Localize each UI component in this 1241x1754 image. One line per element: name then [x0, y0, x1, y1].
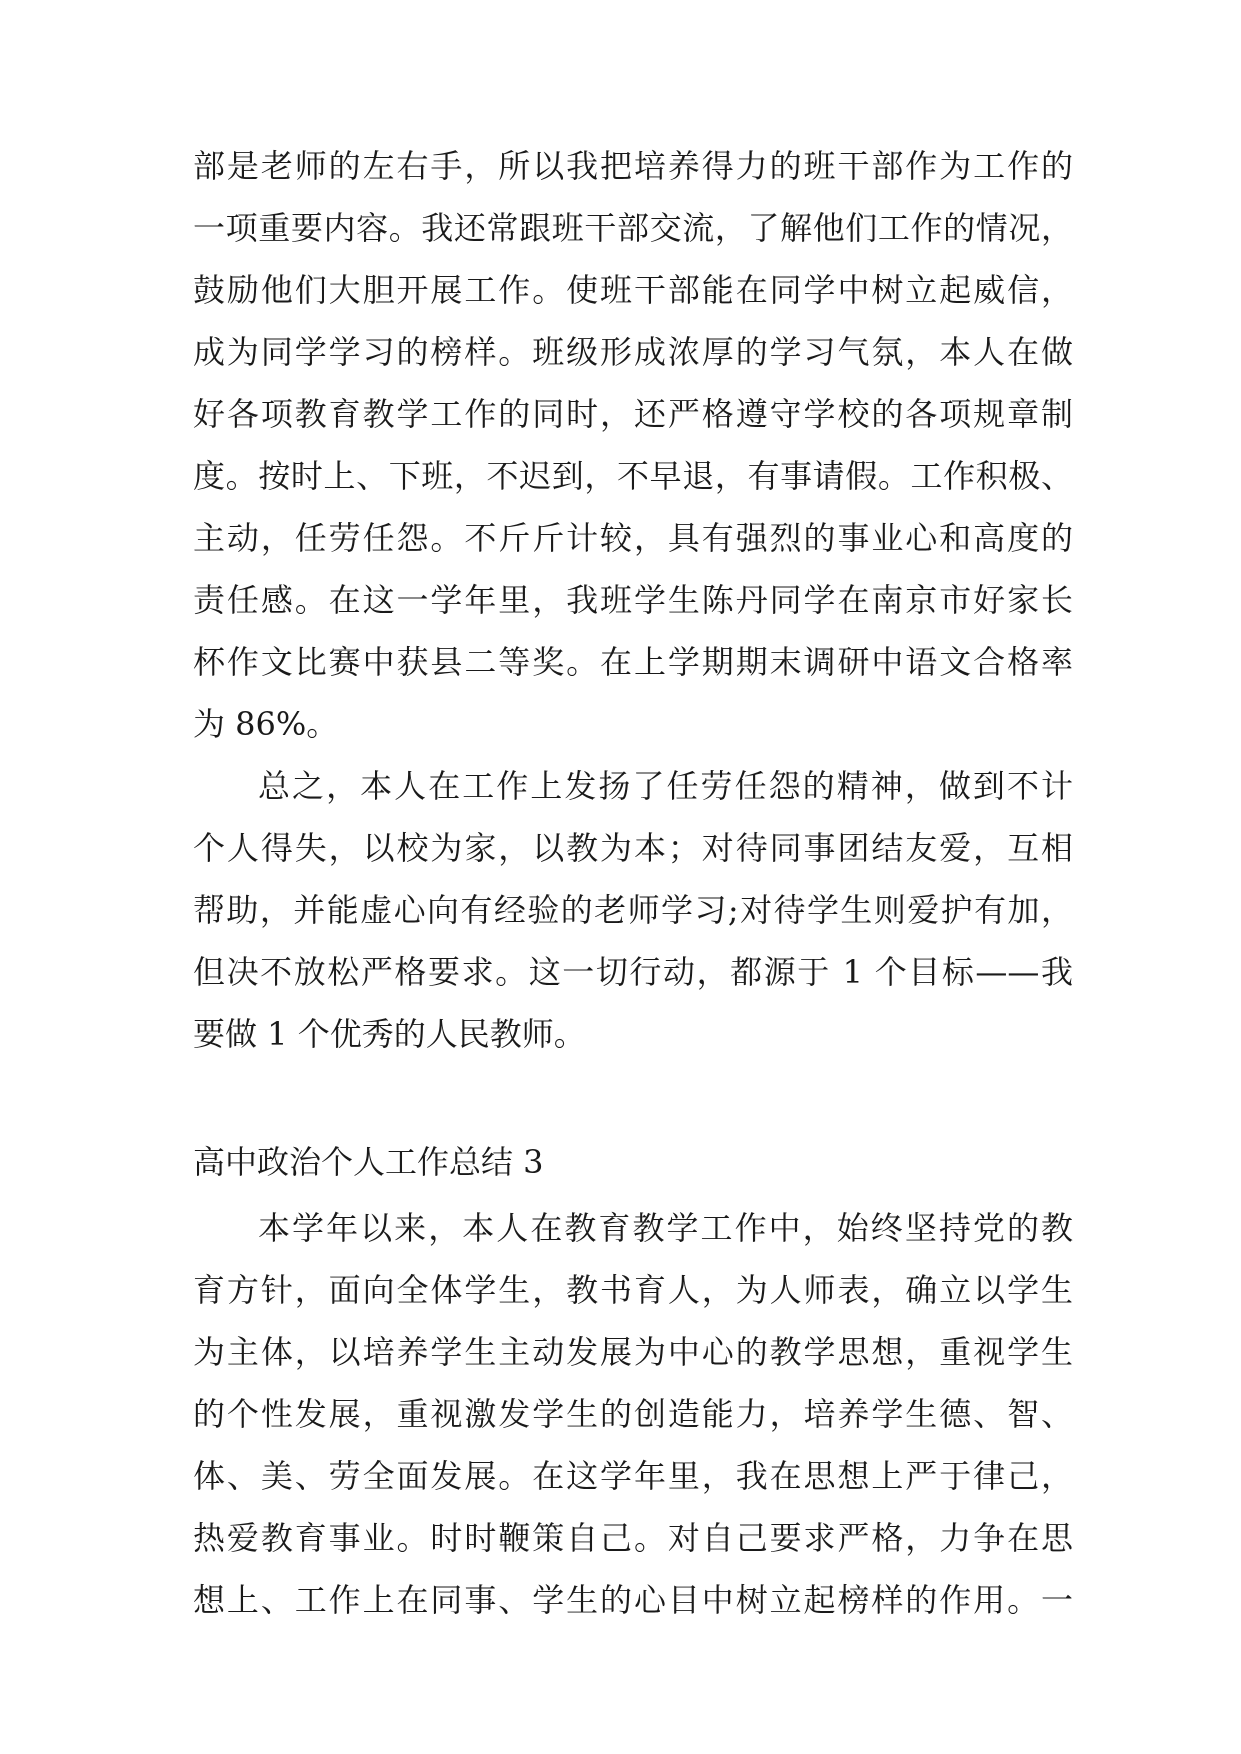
paragraph-line: 一项重要内容。我还常跟班干部交流，了解他们工作的情况， [193, 209, 1073, 247]
paragraph-line: 为主体，以培养学生主动发展为中心的教学思想，重视学生 [193, 1333, 1073, 1371]
paragraph-line: 总之，本人在工作上发扬了任劳任怨的精神，做到不计 [258, 767, 1073, 805]
paragraph-line: 成为同学学习的榜样。班级形成浓厚的学习气氛，本人在做 [193, 333, 1073, 371]
section-title: 高中政治个人工作总结 3 [193, 1143, 544, 1181]
paragraph-line: 热爱教育事业。时时鞭策自己。对自己要求严格，力争在思 [193, 1519, 1073, 1557]
paragraph-line: 体、美、劳全面发展。在这学年里，我在思想上严于律己， [193, 1457, 1073, 1495]
paragraph-line: 想上、工作上在同事、学生的心目中树立起榜样的作用。一 [193, 1581, 1073, 1619]
paragraph-line: 为 86%。 [193, 705, 339, 743]
paragraph-line: 度。按时上、下班，不迟到，不早退，有事请假。工作积极、 [193, 457, 1073, 495]
paragraph-line: 责任感。在这一学年里，我班学生陈丹同学在南京市好家长 [193, 581, 1073, 619]
paragraph-line: 杯作文比赛中获县二等奖。在上学期期末调研中语文合格率 [193, 643, 1073, 681]
paragraph-line: 主动，任劳任怨。不斤斤计较，具有强烈的事业心和高度的 [193, 519, 1073, 557]
paragraph-line: 育方针，面向全体学生，教书育人，为人师表，确立以学生 [193, 1271, 1073, 1309]
paragraph-line: 帮助，并能虚心向有经验的老师学习;对待学生则爱护有加， [193, 891, 1073, 929]
paragraph-line: 个人得失，以校为家，以教为本；对待同事团结友爱，互相 [193, 829, 1073, 867]
paragraph-line: 但决不放松严格要求。这一切行动，都源于 1 个目标——我 [193, 953, 1073, 991]
paragraph-line: 鼓励他们大胆开展工作。使班干部能在同学中树立起威信， [193, 271, 1073, 309]
paragraph-line: 的个性发展，重视激发学生的创造能力，培养学生德、智、 [193, 1395, 1073, 1433]
paragraph-line: 部是老师的左右手，所以我把培养得力的班干部作为工作的 [193, 147, 1073, 185]
paragraph-line: 好各项教育教学工作的同时，还严格遵守学校的各项规章制 [193, 395, 1073, 433]
paragraph-line: 要做 1 个优秀的人民教师。 [193, 1015, 586, 1053]
paragraph-line: 本学年以来，本人在教育教学工作中，始终坚持党的教 [258, 1209, 1073, 1247]
